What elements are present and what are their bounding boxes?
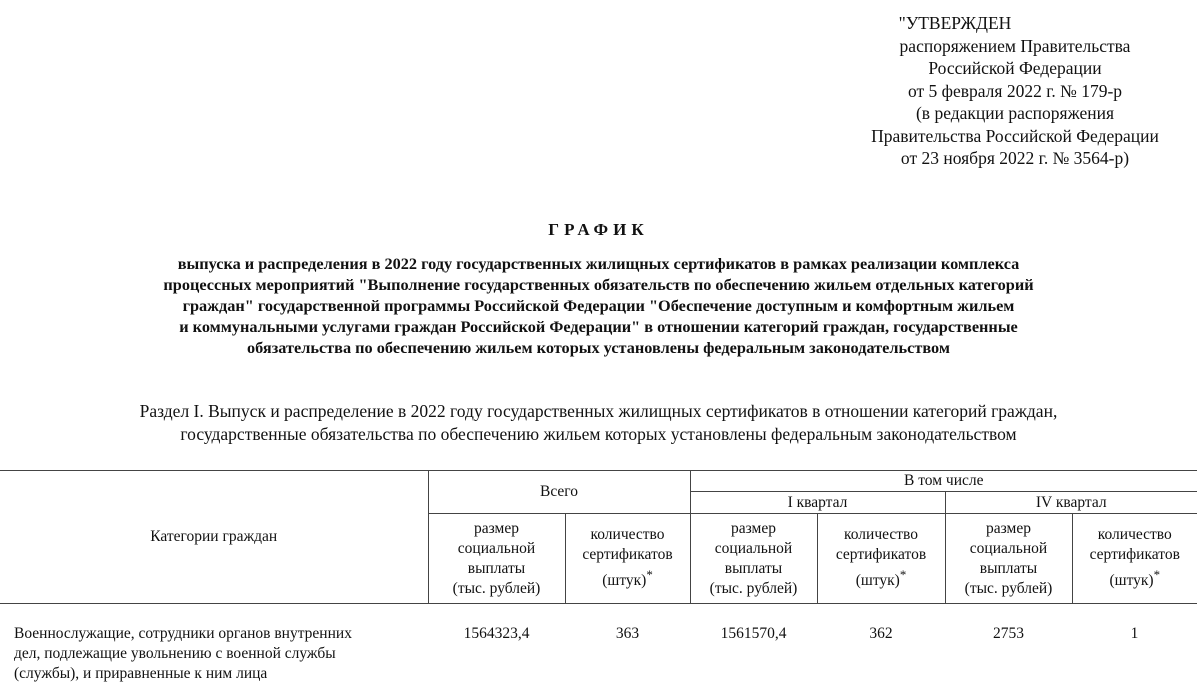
header-count: количество сертификатов (штук)* <box>1072 514 1197 604</box>
header-amount: размер социальной выплаты (тыс. рублей) <box>945 514 1072 604</box>
header-q1: I квартал <box>690 492 945 514</box>
q1-amount: 1561570,4 <box>720 625 787 642</box>
section-heading <box>0 400 1197 446</box>
header-amount: размер социальной выплаты (тыс. рублей) <box>690 514 817 604</box>
header-amount: размер социальной выплаты (тыс. рублей) <box>428 514 565 604</box>
approval-line: от 5 февраля 2022 г. № 179-р <box>907 80 1123 101</box>
table-row <box>0 604 1197 685</box>
approval-line: (в редакции распоряжения <box>915 103 1114 123</box>
document-title: ГРАФИК <box>548 220 649 239</box>
section-line: государственные обязательства по обеспечению жильем которых установлены федеральным законодательством <box>180 424 1017 444</box>
q4-count: 1 <box>1130 625 1139 642</box>
approval-line: Правительства Российской Федерации <box>871 125 1159 146</box>
approval-line: от 23 ноября 2022 г. № 3564-р) <box>900 148 1130 168</box>
header-count: количество сертификатов (штук)* <box>817 514 945 604</box>
total-amount: 1564323,4 <box>463 625 530 642</box>
subtitle-line: процессных мероприятий "Выполнение государственных обязательств по обеспечению жильем отдельных категорий <box>163 275 1034 294</box>
subtitle-line: выпуска и распределения в 2022 году государственных жилищных сертификатов в рамках реализации комплекса <box>177 254 1020 273</box>
header-count: количество сертификатов (штук)* <box>565 514 690 604</box>
subtitle-line: граждан" государственной программы Российской Федерации "Обеспечение доступным и комфортным жильем <box>182 296 1015 315</box>
row-category: Военнослужащие, сотрудники органов внутренних дел, подлежащие увольнению с военной службы (службы), и приравненные к ним лица <box>14 625 352 682</box>
subtitle-line: обязательства по обеспечению жильем которых установлены федеральным законодательством <box>247 338 950 357</box>
approval-line: Российской Федерации <box>928 58 1102 78</box>
approval-line: распоряжением Правительства <box>899 35 1131 56</box>
subtitle-line: и коммунальными услугами граждан Российской Федерации" в отношении категорий граждан, государственные <box>179 317 1018 336</box>
header-total: Всего <box>428 471 690 514</box>
header-q4: IV квартал <box>945 492 1197 514</box>
approval-line: "УТВЕРЖДЕН <box>898 13 1012 33</box>
section-line: Раздел I. Выпуск и распределение в 2022 году государственных жилищных сертификатов в отношении категорий граждан, <box>139 401 1058 421</box>
certificates-table <box>0 470 1197 684</box>
total-count: 363 <box>615 625 640 642</box>
document-subtitle <box>0 253 1197 358</box>
q1-count: 362 <box>869 625 893 642</box>
header-category: Категории граждан <box>0 471 428 604</box>
approval-stamp <box>780 12 1197 170</box>
header-including: В том числе <box>690 471 1197 492</box>
q4-amount: 2753 <box>993 625 1024 642</box>
